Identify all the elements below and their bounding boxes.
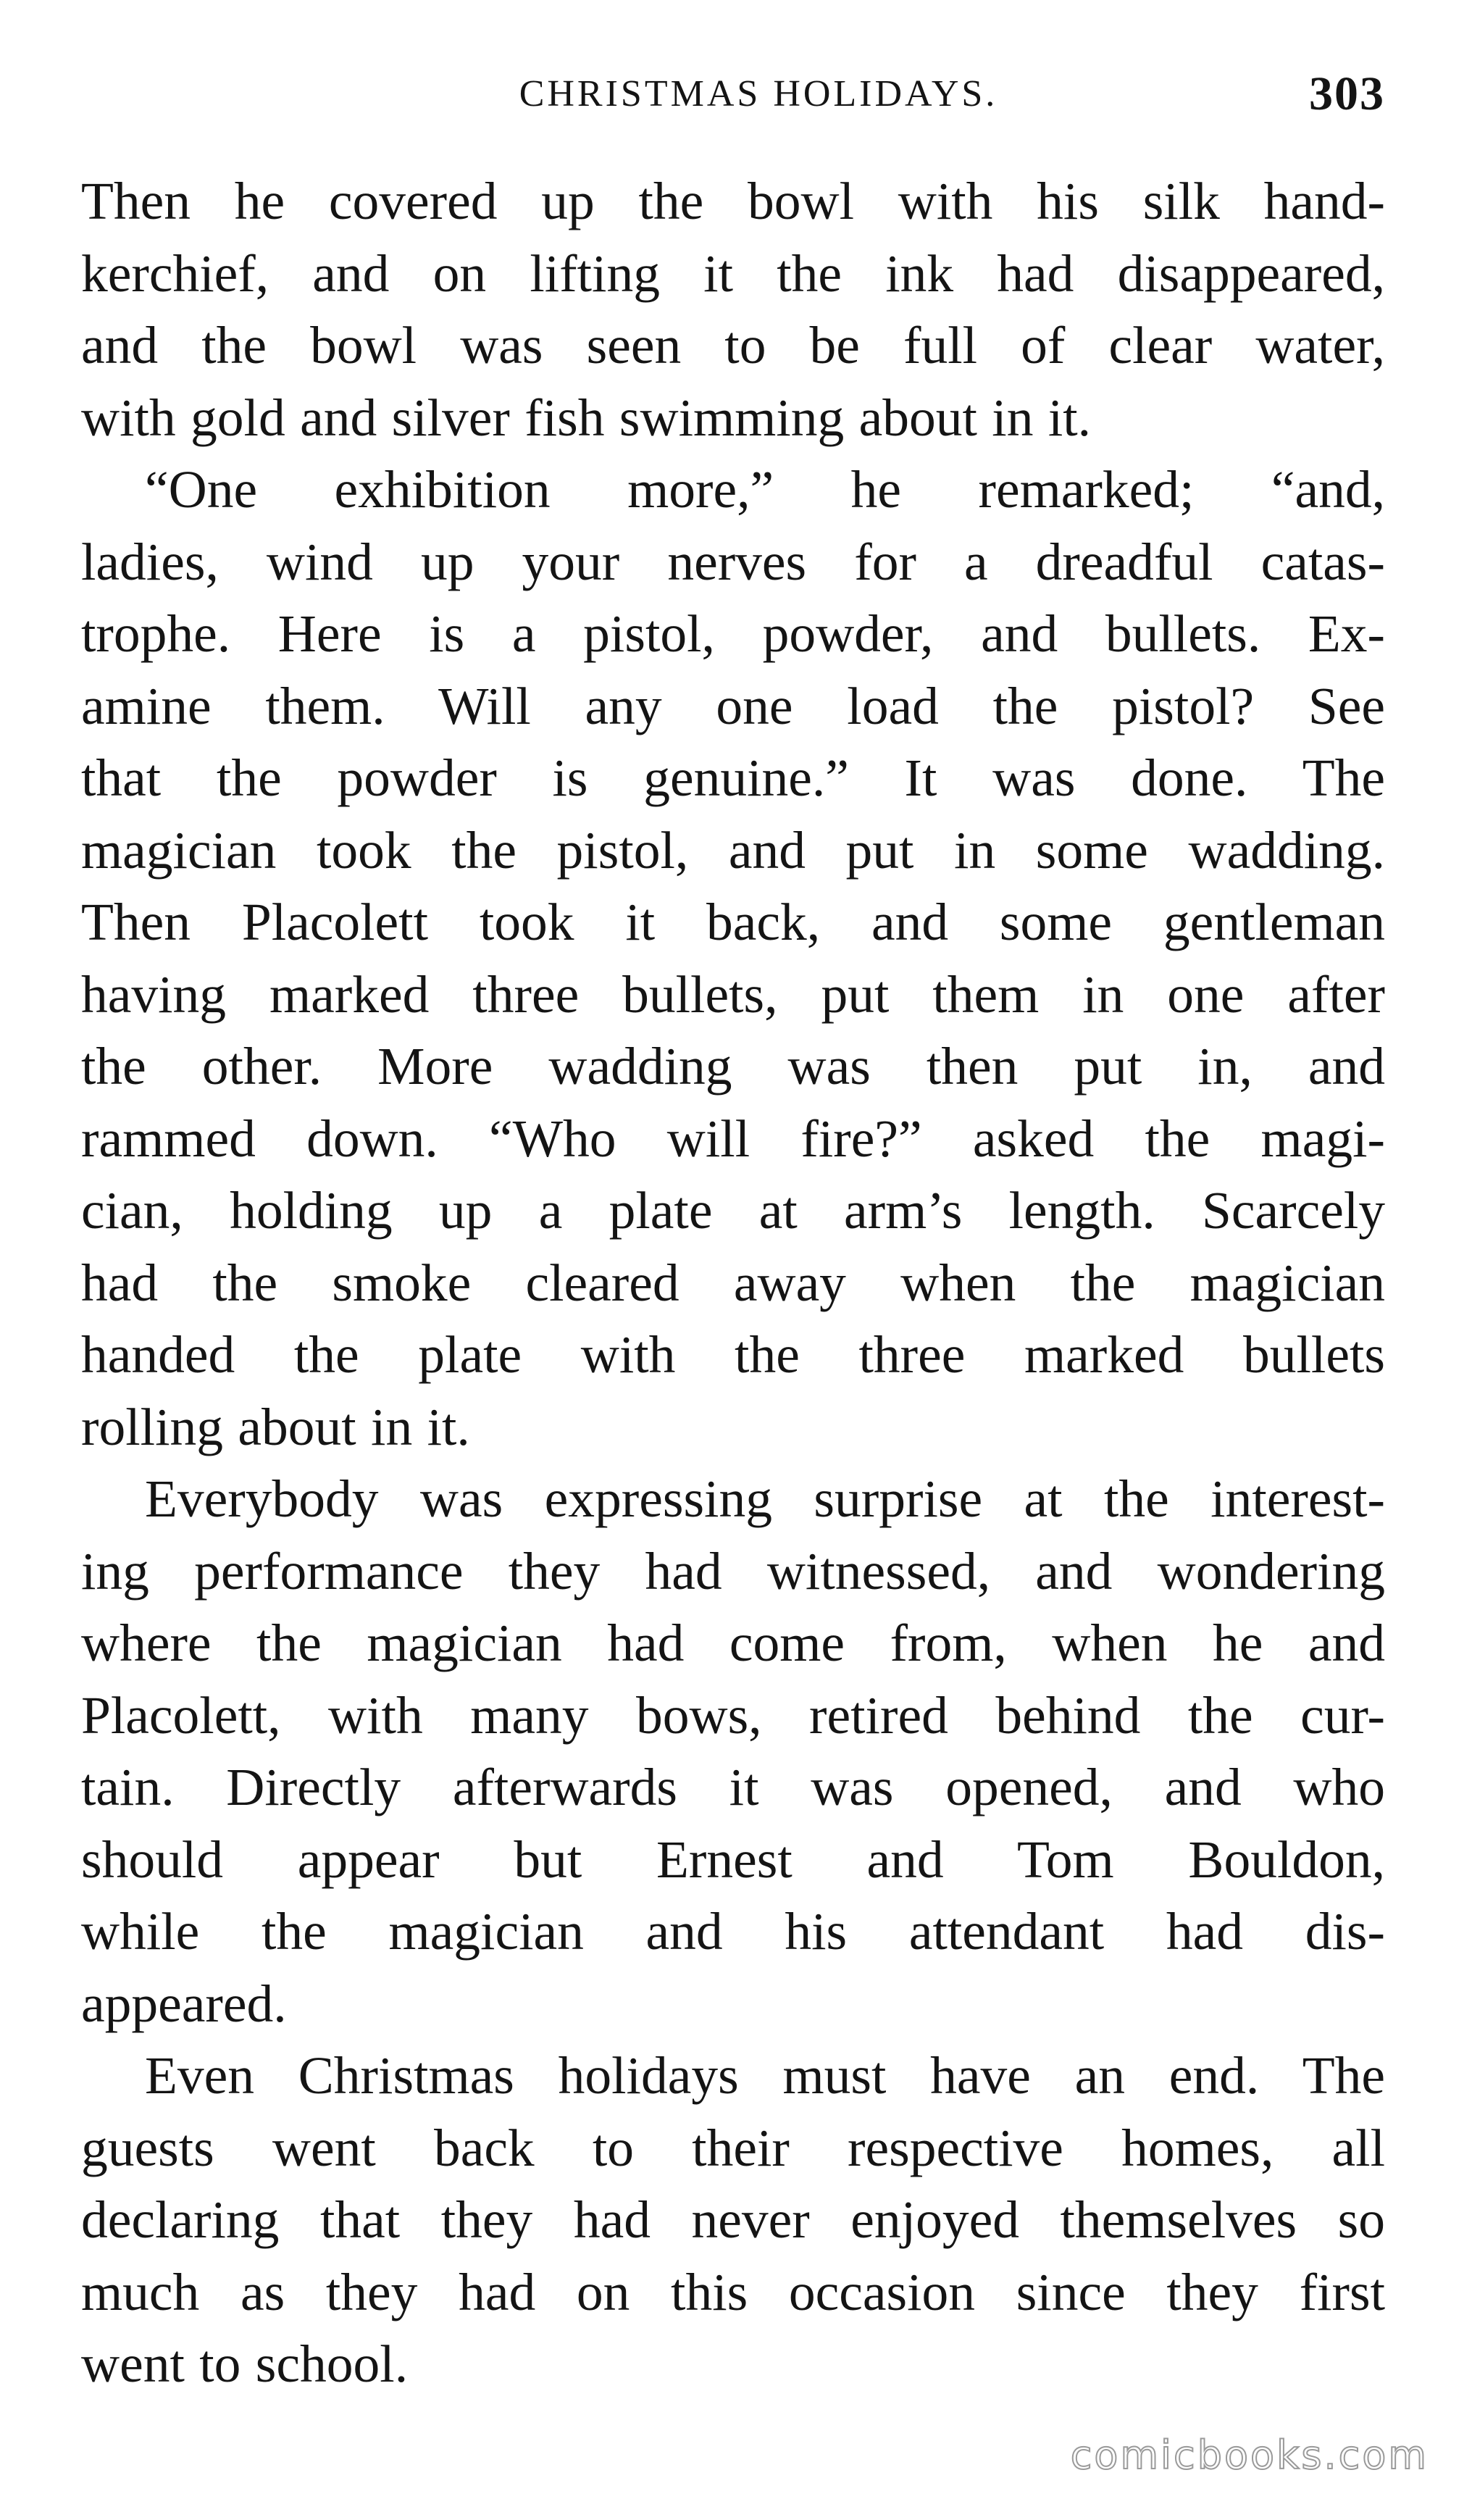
text-line: declaring that they had never enjoyed themselves so <box>81 2190 1385 2249</box>
text-line: Even Christmas holidays must have an end. The <box>145 2046 1385 2105</box>
text-line: should appear but Ernest and Tom Bouldon, <box>81 1829 1385 1889</box>
page-number: 303 <box>1309 67 1385 120</box>
text-line: had the smoke cleared away when the magician <box>81 1253 1385 1312</box>
text-line: went to school. <box>81 2335 409 2393</box>
text-line: ing performance they had witnessed, and wondering <box>81 1541 1385 1601</box>
paragraph-2 <box>81 454 1385 1463</box>
text-line: with gold and silver fish swimming about in it. <box>81 388 1092 447</box>
text-line: guests went back to their respective homes, all <box>81 2118 1385 2177</box>
text-line: the other. More wadding was then put in, and <box>81 1037 1385 1096</box>
text-line: Placolett, with many bows, retired behind the cur- <box>81 1685 1385 1745</box>
paragraph-1 <box>81 165 1385 454</box>
body-text <box>81 165 1385 2400</box>
watermark: comicbooks.com <box>1070 2432 1429 2478</box>
text-line: having marked three bullets, put them in one after <box>81 964 1385 1024</box>
text-line: handed the plate with the three marked bullets <box>81 1325 1385 1384</box>
text-line: tain. Directly afterwards it was opened, and who <box>81 1758 1385 1816</box>
text-line: and the bowl was seen to be full of clear water, <box>81 316 1385 375</box>
text-line: “One exhibition more,” he remarked; “and, <box>145 460 1385 519</box>
paragraph-4 <box>81 2040 1385 2400</box>
text-line: much as they had on this occasion since they first <box>81 2262 1385 2321</box>
text-line: rolling about in it. <box>81 1397 470 1456</box>
text-line: kerchief, and on lifting it the ink had disappeared, <box>81 243 1385 303</box>
text-line: Everybody was expressing surprise at the interest- <box>145 1469 1385 1528</box>
page-header <box>81 67 1385 132</box>
text-line: cian, holding up a plate at arm’s length. Scarcely <box>81 1181 1385 1240</box>
text-line: that the powder is genuine.” It was done. The <box>81 748 1385 807</box>
text-line: magician took the pistol, and put in some wadding. <box>81 820 1385 880</box>
text-line: ladies, wind up your nerves for a dreadful catas- <box>81 532 1385 591</box>
running-title: CHRISTMAS HOLIDAYS. <box>519 73 998 114</box>
text-line: appeared. <box>81 1974 287 2033</box>
text-line: Then Placolett took it back, and some gentleman <box>81 893 1385 951</box>
text-line: trophe. Here is a pistol, powder, and bullets. Ex- <box>81 604 1385 663</box>
text-line: rammed down. “Who will fire?” asked the magi- <box>81 1109 1385 1168</box>
text-line: while the magician and his attendant had dis- <box>81 1902 1385 1961</box>
paragraph-3 <box>81 1463 1385 2040</box>
text-line: where the magician had come from, when he and <box>81 1614 1385 1672</box>
text-line: Then he covered up the bowl with his silk hand- <box>81 172 1385 230</box>
text-line: amine them. Will any one load the pistol? See <box>81 676 1385 735</box>
